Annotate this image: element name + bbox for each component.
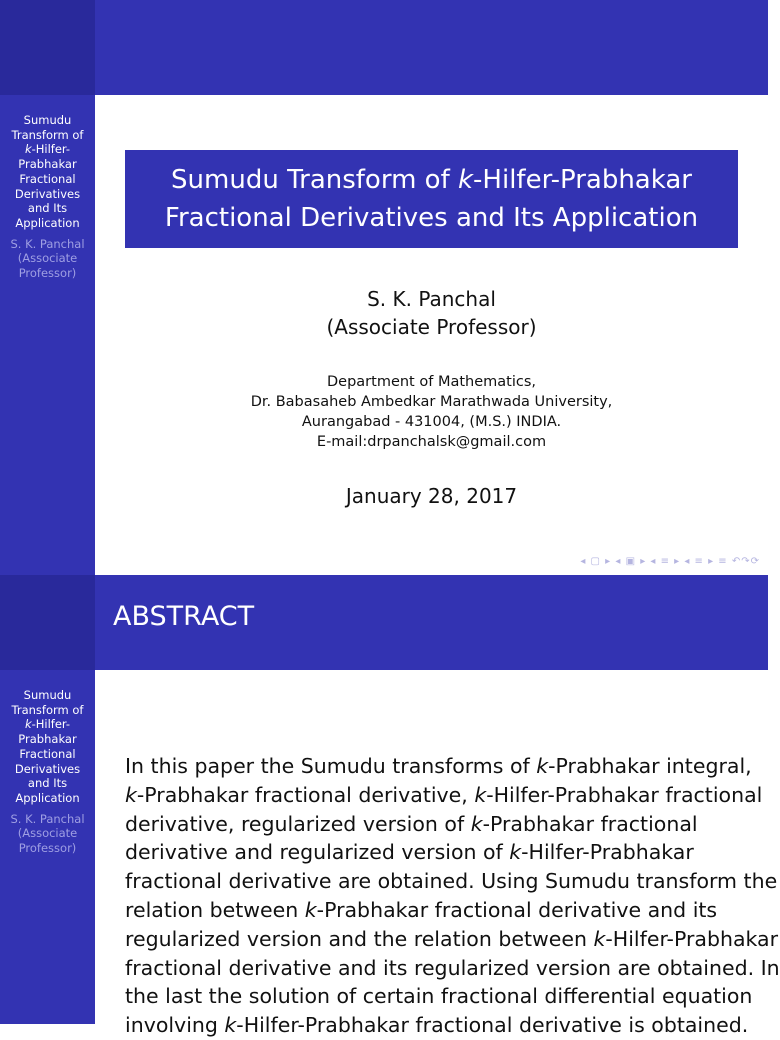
- abstract-line: the last the solution of certain fractional differential equation: [125, 984, 753, 1009]
- abstract-slide: [0, 575, 780, 1038]
- sidebar-title-line: Transform of: [11, 702, 84, 717]
- title-line: Sumudu Transform of k-Hilfer-Prabhakar: [171, 165, 692, 195]
- sidebar-title-line: Prabhakar: [18, 732, 77, 747]
- institute-line: Department of Mathematics,: [327, 374, 536, 390]
- sidebar-author-line: (Associate: [17, 826, 78, 841]
- sidebar-title-line: Prabhakar: [18, 157, 77, 172]
- sidebar-author-line: (Associate: [17, 251, 78, 266]
- sidebar-title-line: k-Hilfer-: [24, 142, 71, 157]
- author-name: S. K. Panchal: [367, 287, 496, 311]
- sidebar-author[interactable]: [0, 237, 95, 281]
- email-line: E-mail:drpanchalsk@gmail.com: [316, 434, 547, 450]
- sidebar-title-line: Sumudu: [23, 688, 72, 702]
- abstract-line: In this paper the Sumudu transforms of k-Prabhakar integral,: [125, 754, 752, 778]
- logo-corner: [0, 0, 95, 95]
- abstract-line: regularized version and the relation between k-Hilfer-Prabhakar: [125, 926, 779, 951]
- abstract-line: relation between k-Prabhakar fractional derivative and its: [125, 897, 718, 922]
- institute-line: Aurangabad - 431004, (M.S.) INDIA.: [301, 414, 562, 430]
- abstract-line: fractional derivative are obtained. Using Sumudu transform the: [125, 869, 778, 894]
- sidebar-title-line: Derivatives: [14, 761, 81, 776]
- abstract-line: derivative, regularized version of k-Prabhakar fractional: [125, 811, 698, 836]
- sidebar-author-line: S. K. Panchal: [10, 236, 85, 251]
- sidebar-title-line: Fractional: [19, 171, 76, 186]
- navigation-symbols[interactable]: ◂ ▢ ▸ ◂ ▣ ▸ ◂ ≡ ▸ ◂ ≡ ▸ ≡ ↶↷⟳: [580, 556, 760, 567]
- author-position: (Associate Professor): [326, 315, 537, 339]
- institute-block: [95, 372, 768, 452]
- sidebar-talk-title[interactable]: [0, 688, 95, 806]
- abstract-text: [125, 752, 780, 1040]
- presentation-date: January 28, 2017: [345, 484, 518, 508]
- sidebar: [0, 95, 95, 575]
- institute-line: Dr. Babasaheb Ambedkar Marathwada University,: [250, 394, 613, 410]
- sidebar-title-line: Derivatives: [14, 186, 81, 201]
- sidebar-title-line: and Its: [27, 776, 68, 791]
- sidebar-title-line: Transform of: [11, 127, 84, 142]
- sidebar-title-line: k-Hilfer-: [24, 717, 71, 732]
- title-line: Fractional Derivatives and Its Application: [164, 203, 699, 233]
- sidebar-author-line: Professor): [18, 841, 77, 856]
- abstract-line: derivative and regularized version of k-Hilfer-Prabhakar: [125, 840, 694, 865]
- sidebar: [0, 670, 95, 1024]
- author-block: [95, 285, 768, 341]
- presentation-title: [125, 150, 738, 248]
- sidebar-talk-title[interactable]: [0, 113, 95, 231]
- sidebar-title-line: Sumudu: [23, 113, 72, 127]
- abstract-line: involving k-Hilfer-Prabhakar fractional derivative is obtained.: [125, 1013, 749, 1038]
- sidebar-title-line: and Its: [27, 201, 68, 216]
- sidebar-title-line: Fractional: [19, 746, 76, 761]
- header-bar: [95, 575, 768, 670]
- sidebar-author-line: S. K. Panchal: [10, 811, 85, 826]
- sidebar-author-line: Professor): [18, 266, 77, 281]
- sidebar-title-line: Application: [15, 215, 80, 230]
- logo-corner: [0, 575, 95, 670]
- frame-title: ABSTRACT: [113, 601, 255, 632]
- sidebar-title-line: Application: [15, 790, 80, 805]
- abstract-line: k-Prabhakar fractional derivative, k-Hilfer-Prabhakar fractional: [125, 782, 763, 807]
- abstract-line: fractional derivative and its regularized version are obtained. In: [125, 955, 780, 980]
- header-bar: [95, 0, 768, 95]
- sidebar-author[interactable]: [0, 812, 95, 856]
